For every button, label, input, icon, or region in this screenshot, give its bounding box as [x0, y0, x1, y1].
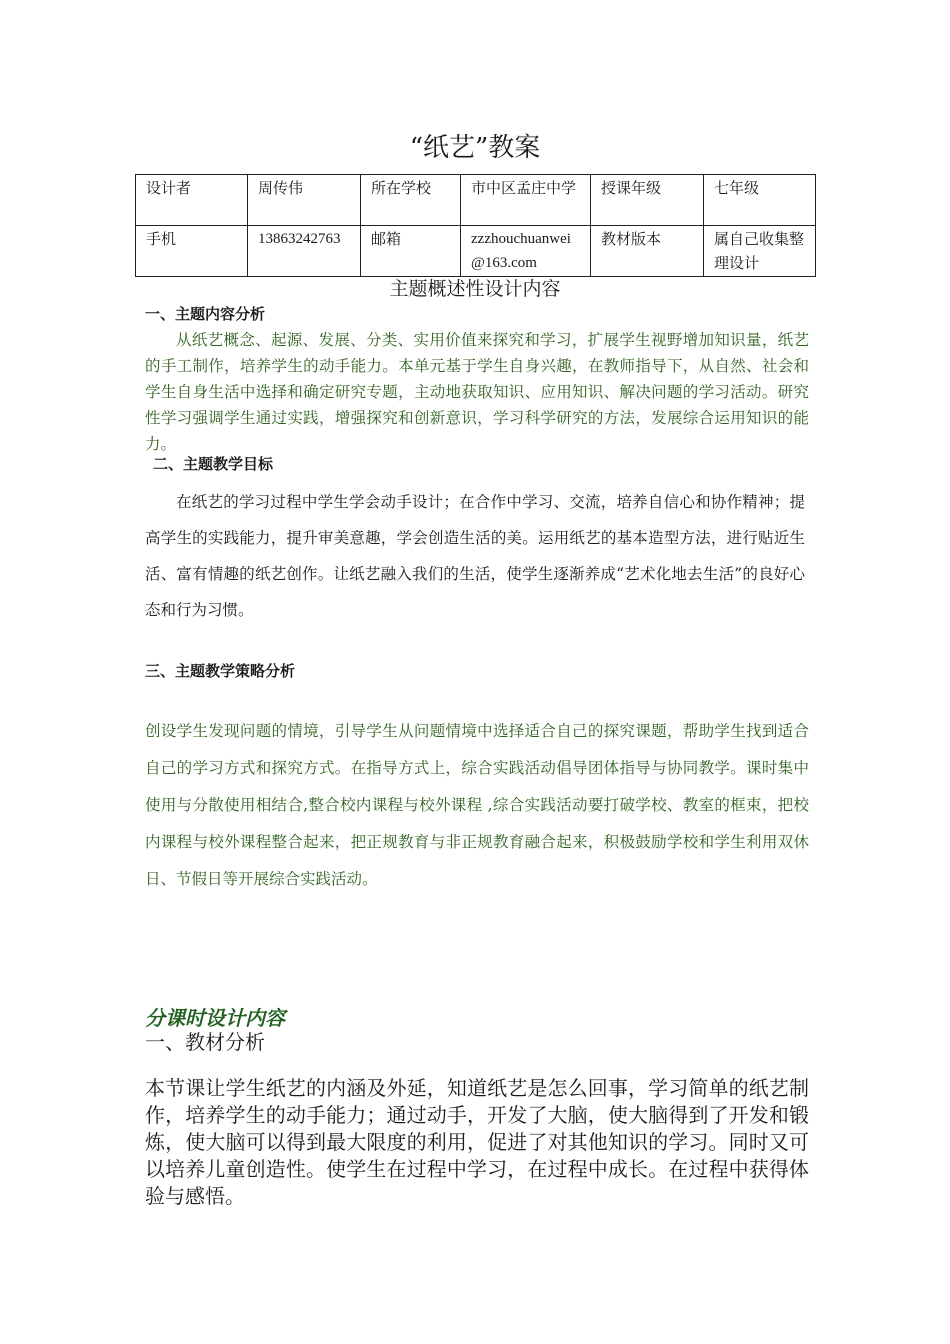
- info-table: [135, 174, 816, 277]
- table-cell: 设计者: [136, 175, 248, 226]
- section-title: 主题概述性设计内容: [389, 278, 561, 300]
- table-cell: 教材版本: [591, 226, 704, 277]
- section-paragraph: 从纸艺概念、起源、发展、分类、实用价值来探究和学习，扩展学生视野增加知识量，纸艺的手工制作，培养学生的动手能力。本单元基于学生自身兴趣，在教师指导下，从自然、社会和学生自身生活中选择和确定研究专题，主动地获取知识、应用知识、解决问题的学习活动。研究性学习强调学生通过实践，增强探究和创新意识，学习科学研究的方法，发展综合运用知识的能力。: [145, 331, 809, 453]
- table-cell: 手机: [136, 226, 248, 277]
- table-row: [136, 226, 816, 277]
- table-cell: 13863242763: [248, 226, 361, 277]
- table-cell: 七年级: [704, 175, 816, 226]
- table-cell: 属自己收集整理设计: [704, 226, 816, 277]
- table-cell: 周传伟: [248, 175, 361, 226]
- table-cell: zzzhouchuanwei@163.com: [461, 226, 591, 277]
- table-cell: 邮箱: [361, 226, 461, 277]
- section-subheading: 一、教材分析: [145, 1030, 265, 1054]
- table-cell: 授课年级: [591, 175, 704, 226]
- document-title: “纸艺”教案: [409, 133, 541, 163]
- table-cell: 市中区孟庄中学: [461, 175, 591, 226]
- section-heading: 分课时设计内容: [145, 1006, 285, 1030]
- section-paragraph: 创设学生发现问题的情境，引导学生从问题情境中选择适合自己的探究课题，帮助学生找到适合自己的学习方式和探究方式。在指导方式上，综合实践活动倡导团体指导与协同教学。课时集中使用与分散使用相结合,整合校内课程与校外课程 ,综合实践活动要打破学校、教室的框束，把校内课程与校外课程整合起来，把正规教育与非正规教育融合起来，积极鼓励学校和学生利用双休日、节假日等开展综合实践活动。: [145, 722, 809, 888]
- section-heading: 二、主题教学目标: [153, 455, 274, 473]
- table-cell: 所在学校: [361, 175, 461, 226]
- section-heading: 三、主题教学策略分析: [145, 662, 296, 680]
- table-row: [136, 175, 816, 226]
- section-paragraph: 在纸艺的学习过程中学生学会动手设计；在合作中学习、交流，培养自信心和协作精神；提高学生的实践能力，提升审美意趣，学会创造生活的美。运用纸艺的基本造型方法，进行贴近生活、富有情趣的纸艺创作。让纸艺融入我们的生活，使学生逐渐养成“艺术化地去生活”的良好心态和行为习惯。: [145, 493, 805, 619]
- section-paragraph: 本节课让学生纸艺的内涵及外延，知道纸艺是怎么回事，学习简单的纸艺制作，培养学生的动手能力；通过动手，开发了大脑，使大脑得到了开发和锻炼，使大脑可以得到最大限度的利用，促进了对其他知识的学习。同时又可以培养儿童创造性。使学生在过程中学习，在过程中成长。在过程中获得体验与感悟。: [145, 1076, 809, 1208]
- section-heading: 一、主题内容分析: [145, 305, 266, 323]
